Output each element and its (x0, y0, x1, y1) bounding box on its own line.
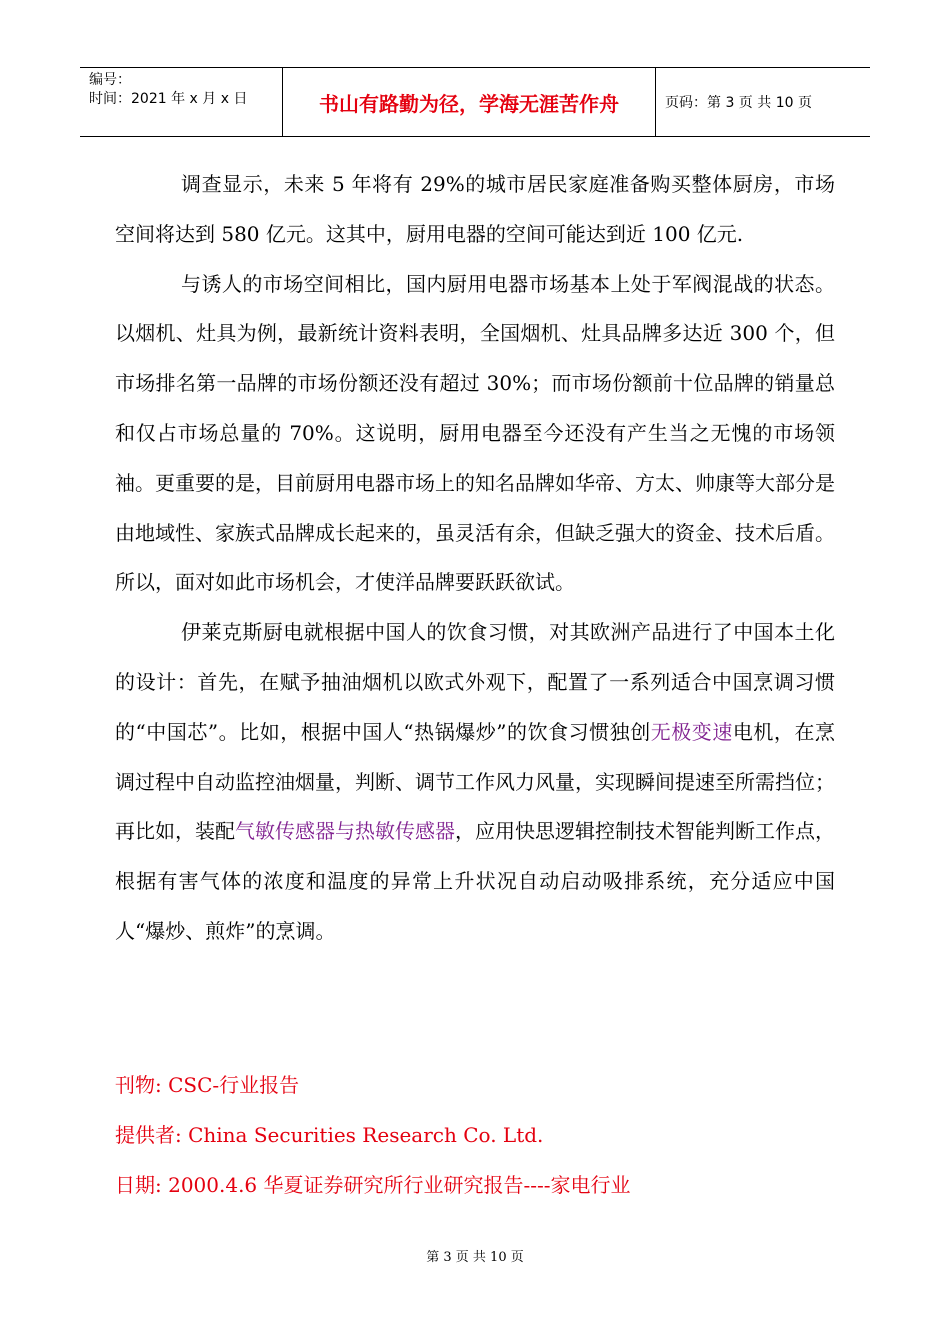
header-page-info: 页码：第 3 页 共 10 页 (665, 95, 812, 111)
page-footer: 第 3 页 共 10 页 (426, 1250, 524, 1265)
source-info (115, 1060, 631, 1210)
paragraph-2 (115, 260, 835, 609)
time-label: 时间：2021 年 x 月 x 日 (89, 91, 248, 107)
provider-line: 提供者: China Securities Research Co. Ltd. (115, 1123, 544, 1147)
document-header (80, 67, 870, 137)
header-info-cell (80, 68, 282, 136)
number-label: 编号： (89, 72, 131, 88)
paragraph-1-text: 调查显示，未来 5 年将有 29%的城市居民家庭准备购买整体厨房，市场空间将达到 580 亿元。这其中，厨用电器的空间可能达到近 100 亿元. (115, 172, 835, 246)
paragraph-2-text: 与诱人的市场空间相比，国内厨用电器市场基本上处于军阀混战的状态。以烟机、灶具为例，最新统计资料表明，全国烟机、灶具品牌多达近 300 个，但市场排名第一品牌的市场份额还没有超过 30%；而市场份额前十位品牌的销量总和仅占市场总量的 70%。这说明，厨用电器至今还没有产生当之无愧的市场领袖。更重要的是，目前厨用电器市场上的知名品牌如华帝、方太、帅康等大部分是由地域性、家族式品牌成长起来的，虽灵活有余，但缺乏强大的资金、技术后盾。所以，面对如此市场机会，才使洋品牌要跃跃欲试。 (115, 271, 835, 595)
paragraph-3 (115, 608, 835, 957)
highlight-stepless-speed: 无极变速 (650, 719, 733, 744)
paragraph-3-text-c: ，应用快思逻辑控制技术智能判断工作点，根据有害气体的浓度和温度的异常上升状况自动启动吸排系统，充分适应中国人“爆炒、煎炸”的烹调。 (115, 819, 835, 943)
highlight-sensors: 气敏传感器与热敏传感器 (235, 819, 455, 844)
document-body (115, 160, 835, 957)
header-motto: 书山有路勤为径，学海无涯苦作舟 (282, 68, 656, 136)
publication-line: 刊物: CSC-行业报告 (115, 1073, 300, 1097)
paragraph-1 (115, 160, 835, 260)
paragraph-3-text-a: 伊莱克斯厨电就根据中国人的饮食习惯，对其欧洲产品进行了中国本土化的设计：首先，在赋予抽油烟机以欧式外观下，配置了一系列适合中国烹调习惯的“中国芯”。比如，根据中国人“热锅爆炒”的饮食习惯独创 (115, 620, 835, 744)
paragraph-3-text-b: 电机，在烹调过程中自动监控油烟量，判断、调节工作风力风量，实现瞬间提速至所需挡位；再比如，装配 (115, 719, 835, 844)
date-line: 日期: 2000.4.6 华夏证券研究所行业研究报告----家电行业 (115, 1173, 631, 1197)
